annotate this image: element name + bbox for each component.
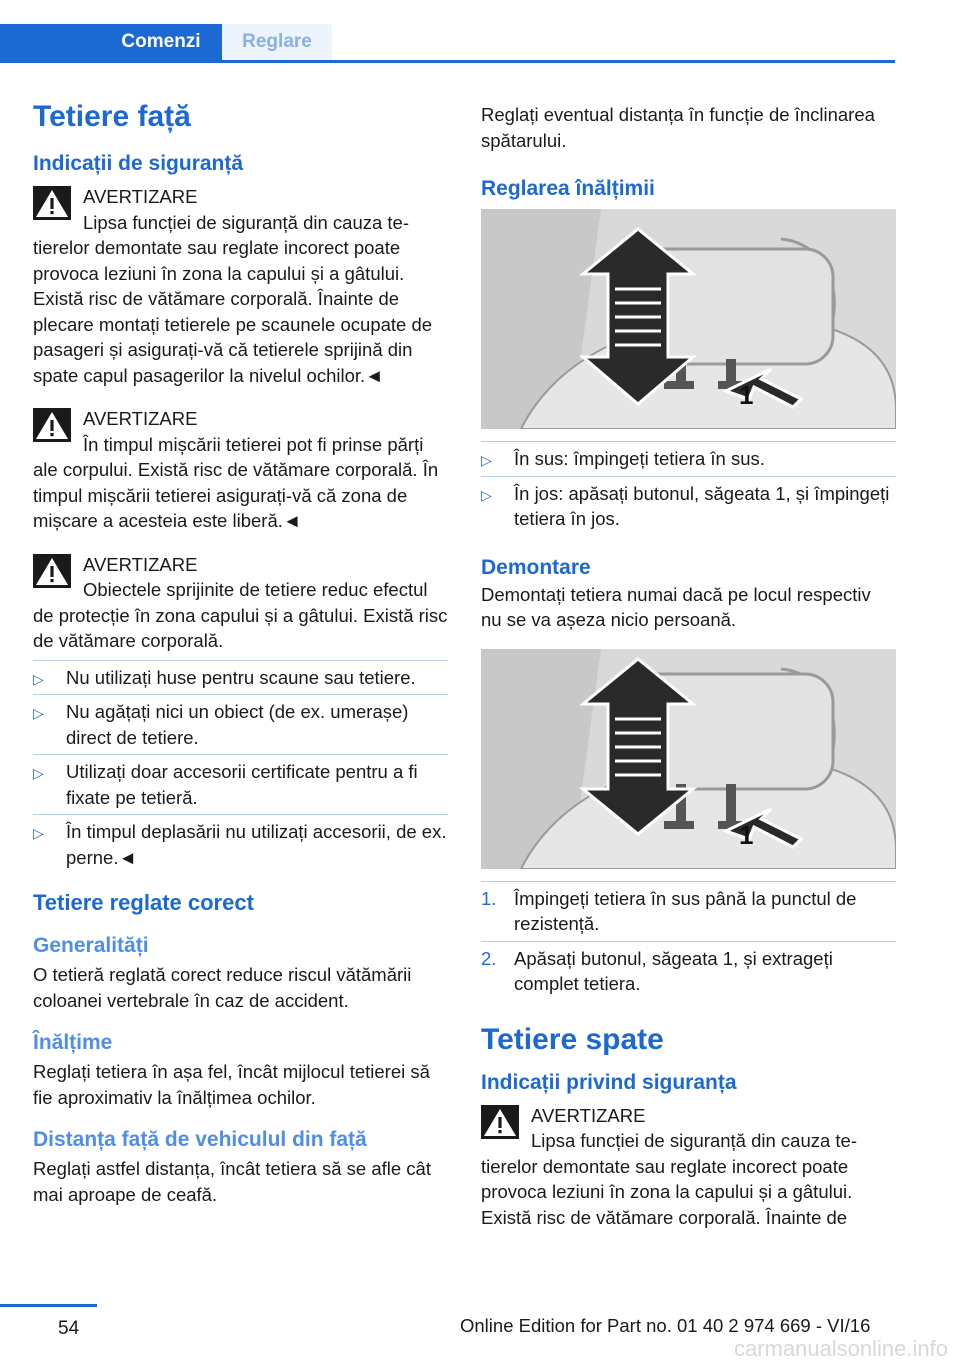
triangle-right-icon: ▷ xyxy=(33,765,44,781)
page-title: Tetiere față xyxy=(33,100,191,133)
list-item xyxy=(481,941,896,997)
page-number: 54 xyxy=(58,1318,80,1339)
warning-title: AVERTIZARE xyxy=(83,186,198,207)
tab-label: Comenzi xyxy=(121,31,201,52)
triangle-right-icon: ▷ xyxy=(33,705,44,721)
height-bullet-list xyxy=(481,441,896,532)
figure-callout-label: 1 xyxy=(739,819,754,850)
step-number: 1. xyxy=(481,887,497,909)
list-item xyxy=(481,881,896,937)
warning-body: Lipsa funcției de siguranță din cauza tetierelor demontate sau reglate incorect poate provoca leziuni în zona la capului și a gâtului. Există risc de vătămare corporală. Înainte de xyxy=(481,1130,858,1228)
headrest-removal-figure xyxy=(481,649,896,869)
headrest-height-figure xyxy=(481,209,896,429)
removal-step-list xyxy=(481,881,896,997)
warning-block xyxy=(33,552,448,654)
subheading-general: Generalități xyxy=(33,934,149,957)
section-heading-rear-safety: Indicații privind siguranța xyxy=(481,1070,737,1094)
list-item xyxy=(33,814,448,870)
triangle-right-icon: ▷ xyxy=(33,825,44,841)
height-text: Reglați tetiera în așa fel, încât mijlocul tetierei să fie aproximativ la înălțimea ochilor. xyxy=(33,1061,430,1108)
list-item xyxy=(481,441,896,472)
subheading-distance: Distanța față de vehiculul din față xyxy=(33,1128,367,1151)
general-text: O tetieră reglată corect reduce riscul vătămării coloanei vertebrale în caz de accident. xyxy=(33,964,412,1011)
tab-label: Reglare xyxy=(242,31,312,52)
triangle-right-icon: ▷ xyxy=(481,452,492,468)
list-item-text: În jos: apăsați butonul, săgeata 1, și împingeți tetiera în jos. xyxy=(514,482,890,529)
warning-block xyxy=(33,406,448,534)
header-rule xyxy=(0,60,895,63)
tab-comenzi[interactable] xyxy=(0,24,222,60)
section-heading-safety: Indicații de siguranță xyxy=(33,152,244,175)
warning-block xyxy=(481,1103,896,1231)
warning-triangle-icon xyxy=(33,186,71,220)
warning-bullet-list xyxy=(33,660,448,871)
subheading-height: Înălțime xyxy=(33,1031,113,1054)
tab-reglare[interactable] xyxy=(222,24,332,60)
removal-text: Demontați tetiera numai dacă pe locul respectiv nu se va așeza nicio persoană. xyxy=(481,583,871,630)
list-item-text: În sus: împingeți tetiera în sus. xyxy=(514,448,765,469)
watermark: carmanualsonline.info xyxy=(733,1336,948,1361)
warning-body: În timpul mișcării tetierei pot fi prinse părți ale corpului. Există risc de vătămare corporală. În timpul mișcării tetierei asigurați-vă că zona de mișcare a acesteia este liberă.◄ xyxy=(33,433,439,531)
footer-rule xyxy=(0,1304,97,1307)
list-item xyxy=(33,694,448,750)
warning-block xyxy=(33,184,448,388)
right-column xyxy=(481,102,896,1248)
list-item-text: Împingeți tetiera în sus până la punctul de rezistență. xyxy=(514,887,857,934)
warning-body: Obiectele sprijinite de tetiere reduc efectul de protecție în zona capului și a gâtului. Există risc de vătămare corporală. xyxy=(33,579,448,651)
footer-edition: Online Edition for Part no. 01 40 2 974 669 - VI/16 xyxy=(460,1315,871,1336)
warning-triangle-icon xyxy=(33,554,71,588)
figure-callout-label: 1 xyxy=(739,380,754,410)
step-number: 2. xyxy=(481,947,497,969)
distance-text: Reglați astfel distanța, încât tetiera să se afle cât mai aproape de ceafă. xyxy=(33,1158,431,1205)
warning-title: AVERTIZARE xyxy=(83,553,198,575)
section-title-rear: Tetiere spate xyxy=(481,1022,664,1056)
left-column xyxy=(33,98,448,1207)
warning-title: AVERTIZARE xyxy=(531,1104,646,1126)
list-item-text: Utilizați doar accesorii certificate pentru a fi fixate pe tetieră. xyxy=(66,761,418,808)
section-heading-removal: Demontare xyxy=(481,555,591,579)
list-item xyxy=(33,660,448,691)
intro-text: Reglați eventual distanța în funcție de înclinarea spătarului. xyxy=(481,104,875,151)
list-item xyxy=(33,754,448,810)
list-item xyxy=(481,476,896,532)
warning-triangle-icon xyxy=(33,408,71,442)
list-item-text: Apăsați butonul, săgeata 1, și extrageți complet tetiera. xyxy=(514,947,833,994)
list-item-text: Nu utilizați huse pentru scaune sau tetiere. xyxy=(66,666,416,688)
list-item-text: Nu agățați nici un obiect (de ex. umerașe) direct de tetiere. xyxy=(66,701,409,748)
warning-title: AVERTIZARE xyxy=(83,408,198,429)
warning-triangle-icon xyxy=(481,1105,519,1139)
section-heading-correct: Tetiere reglate corect xyxy=(33,890,254,915)
warning-body: Lipsa funcției de siguranță din cauza tetierelor demontate sau reglate incorect poate provoca leziuni în zona la capului și a gâtului. Există risc de vătămare corporală. Înainte de plecare montați tetierele pe scaunele ocupate de pasageri și asigurați-vă că tetierele sprijină din spate capul pasagerilor la nivelul ochilor.◄ xyxy=(33,211,433,386)
section-heading-height-adjust: Reglarea înălțimii xyxy=(481,177,655,200)
triangle-right-icon: ▷ xyxy=(33,670,44,687)
triangle-right-icon: ▷ xyxy=(481,486,492,503)
list-item-text: În timpul deplasării nu utilizați accesorii, de ex. perne.◄ xyxy=(66,821,447,868)
